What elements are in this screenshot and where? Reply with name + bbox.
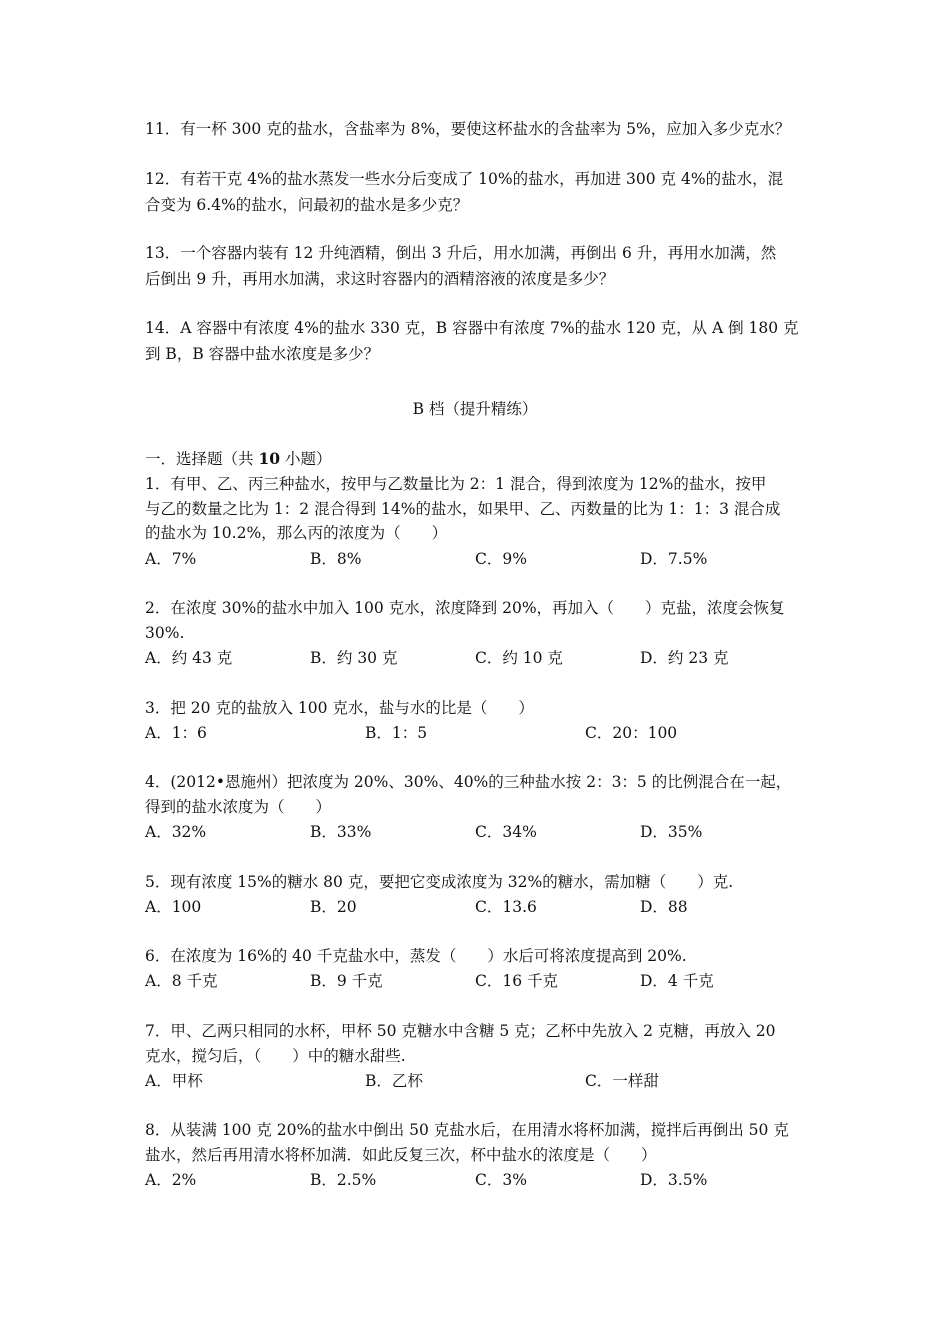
question-5-option-c: C．13.6 xyxy=(475,898,537,916)
subsection-suffix: 小题） xyxy=(280,450,332,468)
question-6-line-1: 6．在浓度为 16%的 40 千克盐水中，蒸发（ ）水后可将浓度提高到 20%. xyxy=(145,947,687,965)
question-8-option-c: C．3% xyxy=(475,1171,527,1189)
question-8-option-a: A．2% xyxy=(145,1171,197,1189)
problem-13-line-2: 后倒出 9 升，再用水加满，求这时容器内的酒精溶液的浓度是多少？ xyxy=(145,270,615,288)
problem-12-line-1: 12．有若干克 4%的盐水蒸发一些水分后变成了 10%的盐水，再加进 300 克 4%的盐水，混 xyxy=(145,170,784,188)
problem-11-line-1: 11．有一杯 300 克的盐水，含盐率为 8%，要使这杯盐水的含盐率为 5%，应加入多少克水？ xyxy=(145,120,791,138)
question-1-line-1: 1．有甲、乙、丙三种盐水，按甲与乙数量比为 2：1 混合，得到浓度为 12%的盐水，按甲 xyxy=(145,475,767,493)
subsection-count: 10 xyxy=(258,449,281,468)
question-7-option-b: B．乙杯 xyxy=(365,1072,423,1090)
problem-13-line-1: 13．一个容器内装有 12 升纯酒精，倒出 3 升后，用水加满，再倒出 6 升，再用水加满，然 xyxy=(145,244,777,262)
question-5-line-1: 5．现有浓度 15%的糖水 80 克，要把它变成浓度为 32%的糖水，需加糖（ ）克. xyxy=(145,873,734,891)
question-8-line-2: 盐水，然后再用清水将杯加满．如此反复三次，杯中盐水的浓度是（ ） xyxy=(145,1146,657,1164)
section-b-title: B 档（提升精练） xyxy=(412,400,538,418)
question-2-option-a: A．约 43 克 xyxy=(145,649,233,667)
question-8-option-b: B．2.5% xyxy=(310,1171,377,1189)
question-5-option-d: D．88 xyxy=(640,898,688,916)
subsection-prefix: 一．选择题（共 xyxy=(145,450,259,468)
question-5-option-a: A．100 xyxy=(145,898,202,916)
question-1-line-2: 与乙的数量之比为 1：2 混合得到 14%的盐水，如果甲、乙、丙数量的比为 1：1：3 混合成 xyxy=(145,500,781,518)
question-4-line-1: 4．(2012•恩施州）把浓度为 20%、30%、40%的三种盐水按 2：3：5 的比例混合在一起， xyxy=(145,773,792,791)
question-7-option-a: A．甲杯 xyxy=(145,1072,203,1090)
question-3-option-c: C．20：100 xyxy=(585,724,678,742)
question-4-option-c: C．34% xyxy=(475,823,537,841)
question-3-line-1: 3．把 20 克的盐放入 100 克水，盐与水的比是（ ） xyxy=(145,699,534,717)
question-3-option-b: B．1：5 xyxy=(365,724,428,742)
question-2-line-2: 30%. xyxy=(145,624,185,642)
problem-14-line-2: 到 B，B 容器中盐水浓度是多少？ xyxy=(145,345,380,363)
question-3-option-a: A．1：6 xyxy=(145,724,207,742)
question-4-line-2: 得到的盐水浓度为（ ） xyxy=(145,798,332,816)
question-4-option-a: A．32% xyxy=(145,823,207,841)
question-4-option-d: D．35% xyxy=(640,823,703,841)
question-1-option-d: D．7.5% xyxy=(640,550,708,568)
question-2-option-d: D．约 23 克 xyxy=(640,649,729,667)
question-1-line-3: 的盐水为 10.2%，那么丙的浓度为（ ） xyxy=(145,524,448,542)
problem-12-line-2: 合变为 6.4%的盐水，问最初的盐水是多少克？ xyxy=(145,196,469,214)
question-1-option-a: A．7% xyxy=(145,550,197,568)
question-2-option-b: B．约 30 克 xyxy=(310,649,398,667)
question-4-option-b: B．33% xyxy=(310,823,372,841)
question-1-option-c: C．9% xyxy=(475,550,527,568)
subsection-heading xyxy=(145,447,331,471)
question-6-option-d: D．4 千克 xyxy=(640,972,714,990)
question-7-line-2: 克水，搅匀后，（ ）中的糖水甜些. xyxy=(145,1047,406,1065)
question-7-option-c: C．一样甜 xyxy=(585,1072,659,1090)
question-8-line-1: 8．从装满 100 克 20%的盐水中倒出 50 克盐水后，在用清水将杯加满，搅拌后再倒出 50 克 xyxy=(145,1121,789,1139)
question-1-option-b: B．8% xyxy=(310,550,362,568)
question-6-option-c: C．16 千克 xyxy=(475,972,559,990)
question-7-line-1: 7．甲、乙两只相同的水杯，甲杯 50 克糖水中含糖 5 克；乙杯中先放入 2 克糖，再放入 20 xyxy=(145,1022,776,1040)
question-5-option-b: B．20 xyxy=(310,898,357,916)
question-2-option-c: C．约 10 克 xyxy=(475,649,563,667)
problem-14-line-1: 14．A 容器中有浓度 4%的盐水 330 克，B 容器中有浓度 7%的盐水 120 克，从 A 倒 180 克 xyxy=(145,319,799,337)
question-2-line-1: 2．在浓度 30%的盐水中加入 100 克水，浓度降到 20%，再加入（ ）克盐，浓度会恢复 xyxy=(145,599,785,617)
question-6-option-a: A．8 千克 xyxy=(145,972,218,990)
question-6-option-b: B．9 千克 xyxy=(310,972,383,990)
question-8-option-d: D．3.5% xyxy=(640,1171,708,1189)
